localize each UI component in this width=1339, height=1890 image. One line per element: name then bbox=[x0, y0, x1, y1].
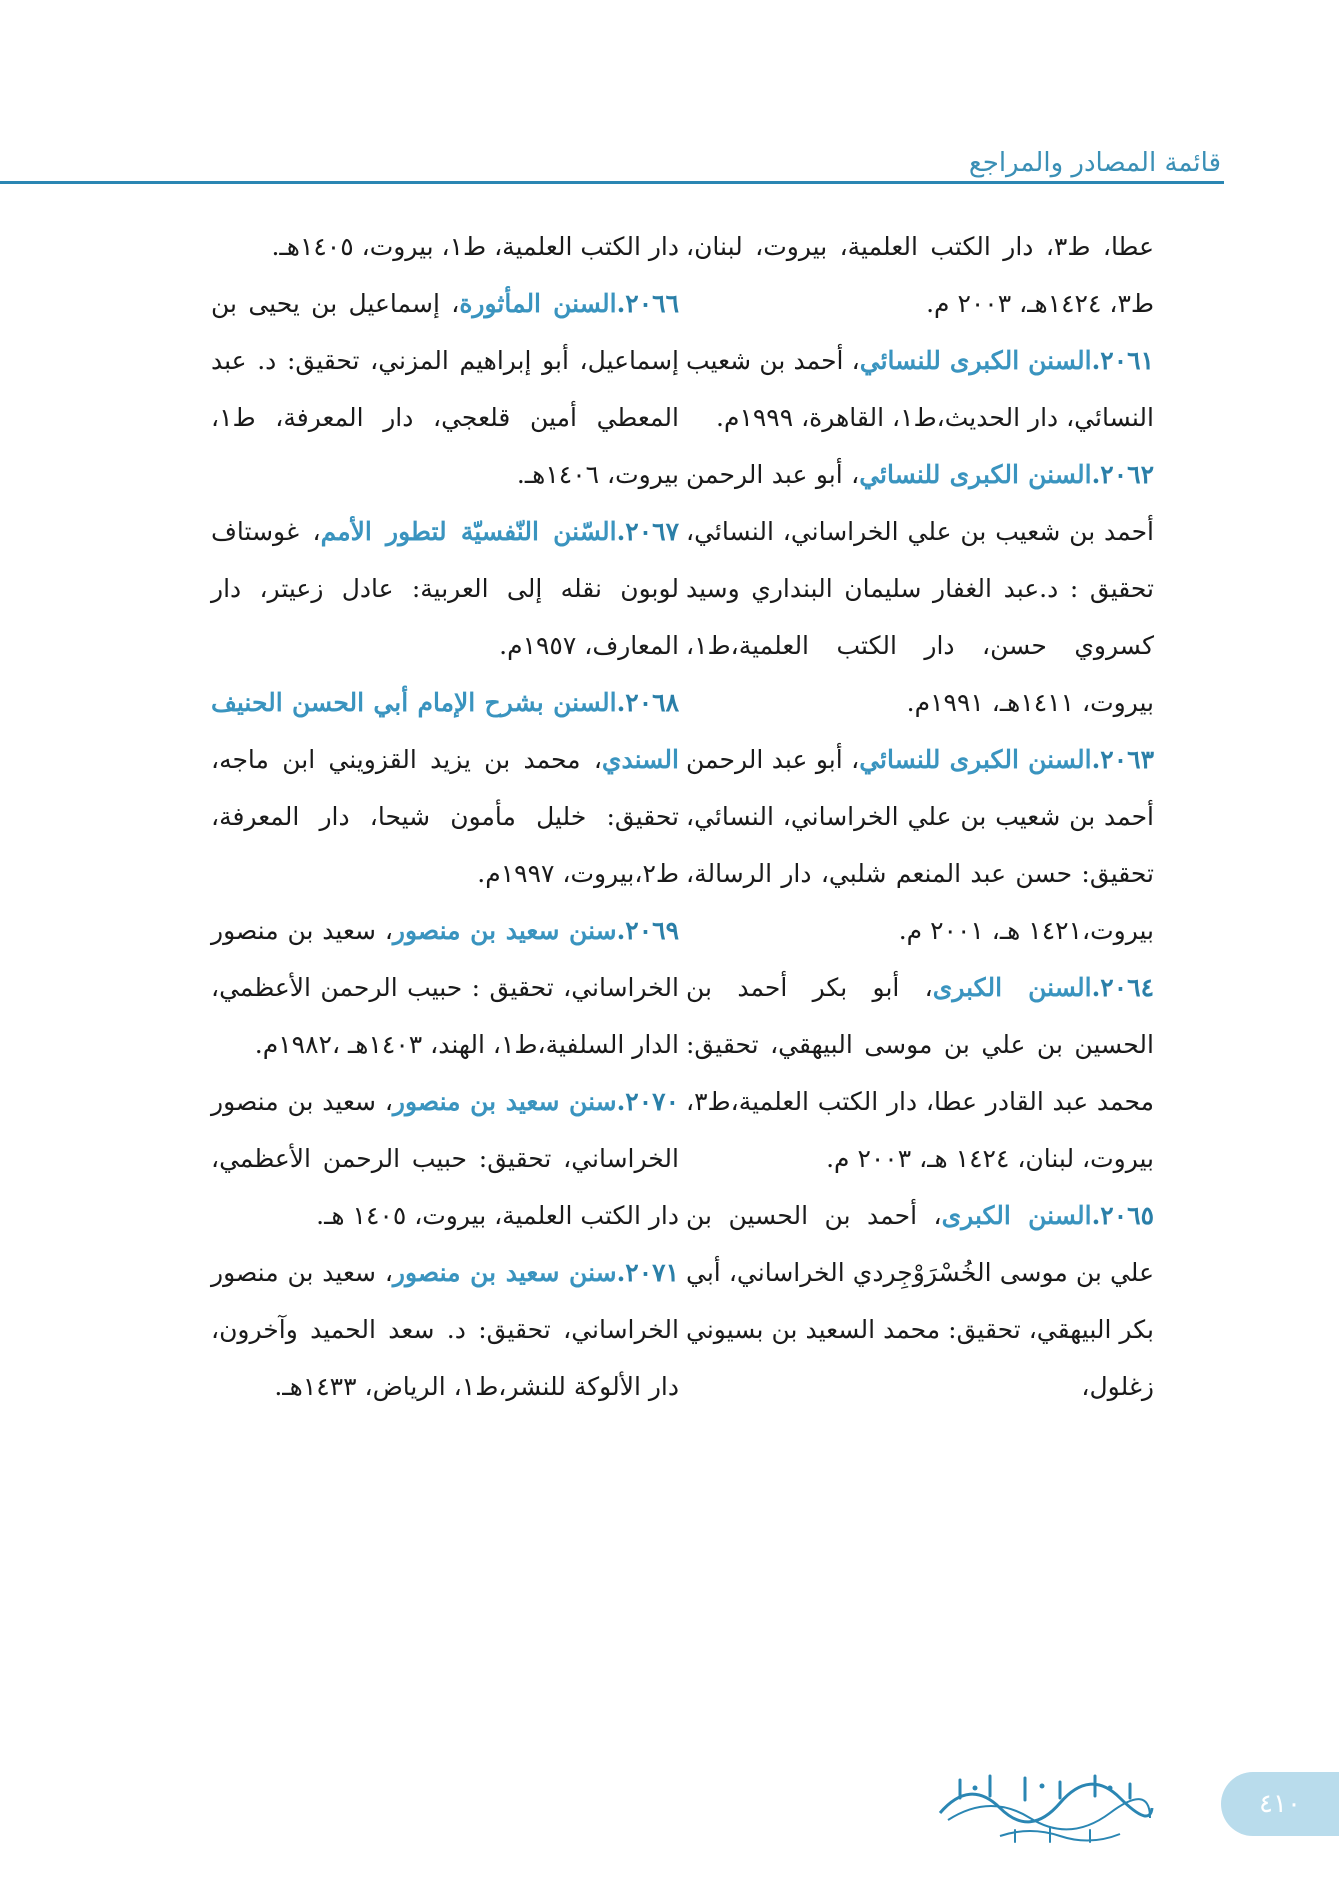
entry-number: ٢٠٦٤. bbox=[1091, 973, 1154, 1002]
entry-details: ، سعيد بن منصور الخراساني، تحقيق : حبيب الرحمن الأعظمي، الدار السلفية،ط١، الهند، ١٤٠٣هـ ،١٩٨٢م. bbox=[211, 916, 679, 1059]
entry-number: ٢٠٧١. bbox=[616, 1258, 679, 1287]
entry-details: ، غوستاف لوبون نقله إلى العربية: عادل زعيتر، دار المعارف، ١٩٥٧م. bbox=[211, 517, 679, 660]
bibliography-entry bbox=[686, 332, 1154, 446]
bibliography-entry bbox=[686, 1187, 1154, 1415]
entry-details: ، أحمد بن الحسين بن علي بن موسى الخُسْرَوْجِردي الخراساني، أبي بكر البيهقي، تحقيق: محمد السعيد بن بسيوني زغلول، bbox=[686, 1201, 1154, 1401]
entry-details: ، أبو بكر أحمد بن الحسين بن علي بن موسى البيهقي، تحقيق: محمد عبد القادر عطا، دار الكتب العلمية،ط٣، بيروت، لبنان، ١٤٢٤ هـ، ٢٠٠٣ م. bbox=[686, 973, 1154, 1173]
entry-title: السنن بشرح الإمام أبي الحسن الحنيف السندي bbox=[211, 688, 679, 774]
entry-title: سنن سعيد بن منصور bbox=[392, 1087, 617, 1116]
continued-entry bbox=[211, 218, 679, 275]
entry-title: سنن سعيد بن منصور bbox=[392, 1258, 617, 1287]
bibliography-entry bbox=[686, 731, 1154, 959]
entry-number: ٢٠٧٠. bbox=[616, 1087, 679, 1116]
bibliography-entry bbox=[211, 1073, 679, 1244]
entry-number: ٢٠٦١. bbox=[1091, 346, 1154, 375]
entry-details: ، أحمد بن شعيب النسائي، دار الحديث،ط١، القاهرة، ١٩٩٩م. bbox=[686, 346, 1154, 432]
entry-details: ، أبو عبد الرحمن أحمد بن شعيب بن علي الخراساني، النسائي، تحقيق : د.عبد الغفار سليمان البنداري وسيد كسروي حسن، دار الكتب العلمية،ط١، بيروت، ١٤١١هـ، ١٩٩١م. bbox=[686, 460, 1154, 717]
bibliography-entry bbox=[211, 503, 679, 674]
entry-details: ، أبو عبد الرحمن أحمد بن شعيب بن علي الخراساني، النسائي، تحقيق: حسن عبد المنعم شلبي، دار الرسالة، بيروت،١٤٢١ هـ، ٢٠٠١ م. bbox=[686, 745, 1154, 945]
entry-number: ٢٠٦٥. bbox=[1091, 1201, 1154, 1230]
entry-title: السنن الكبرى bbox=[941, 1201, 1092, 1230]
bibliography-entry bbox=[686, 446, 1154, 731]
entry-number: ٢٠٦٧. bbox=[616, 517, 680, 546]
entry-title: السنن الكبرى للنسائي bbox=[859, 460, 1092, 489]
entry-number: ٢٠٦٦. bbox=[616, 289, 679, 318]
entry-details: ، إسماعيل بن يحيى بن إسماعيل، أبو إبراهيم المزني، تحقيق: د. عبد المعطي أمين قلعجي، دار المعرفة، ط١، بيروت، ١٤٠٦هـ. bbox=[211, 289, 679, 489]
bibliography-entry bbox=[211, 1244, 679, 1415]
entry-details: ، سعيد بن منصور الخراساني، تحقيق: د. سعد الحميد وآخرون، دار الألوكة للنشر،ط١، الرياض، ١٤٣٣هـ. bbox=[211, 1258, 679, 1401]
entry-number: ٢٠٦٣. bbox=[1091, 745, 1154, 774]
entry-number: ٢٠٦٩. bbox=[616, 916, 679, 945]
header-divider bbox=[0, 181, 1224, 184]
bibliography-entry bbox=[686, 959, 1154, 1187]
entry-text: عطا، ط٣، دار الكتب العلمية، بيروت، لبنان، ط٣، ١٤٢٤هـ، ٢٠٠٣ م. bbox=[686, 232, 1154, 318]
entry-title: السنن الكبرى للنسائي bbox=[859, 346, 1092, 375]
continued-entry bbox=[686, 218, 1154, 332]
entry-title: السنن الكبرى للنسائي bbox=[859, 745, 1092, 774]
bibliography-entry bbox=[211, 902, 679, 1073]
right-column bbox=[686, 218, 1154, 1415]
entry-title: السنن الكبرى bbox=[932, 973, 1092, 1002]
entry-title: السنن المأثورة bbox=[459, 289, 617, 318]
entry-details: ، سعيد بن منصور الخراساني، تحقيق: حبيب الرحمن الأعظمي، دار الكتب العلمية، بيروت، ١٤٠٥ هـ. bbox=[211, 1087, 679, 1230]
bibliography-entry bbox=[211, 674, 679, 902]
entry-details: ، محمد بن يزيد القزويني ابن ماجه، تحقيق: خليل مأمون شيحا، دار المعرفة، ط٢،بيروت، ١٩٩٧م. bbox=[211, 745, 679, 888]
entry-title: سنن سعيد بن منصور bbox=[392, 916, 617, 945]
running-header-title: قائمة المصادر والمراجع bbox=[968, 148, 1221, 178]
bibliography-entry bbox=[211, 275, 679, 503]
left-column bbox=[211, 218, 679, 1415]
entry-number: ٢٠٦٢. bbox=[1091, 460, 1154, 489]
entry-title: السّنن النّفسيّة لتطور الأمم bbox=[320, 517, 617, 546]
page-number-tab bbox=[1221, 1772, 1339, 1836]
page-number: ٤١٠ bbox=[1259, 1789, 1301, 1819]
entry-text: دار الكتب العلمية، ط١، بيروت، ١٤٠٥هـ. bbox=[271, 232, 679, 261]
encyclopedia-logo bbox=[930, 1758, 1160, 1850]
entry-number: ٢٠٦٨. bbox=[616, 688, 679, 717]
